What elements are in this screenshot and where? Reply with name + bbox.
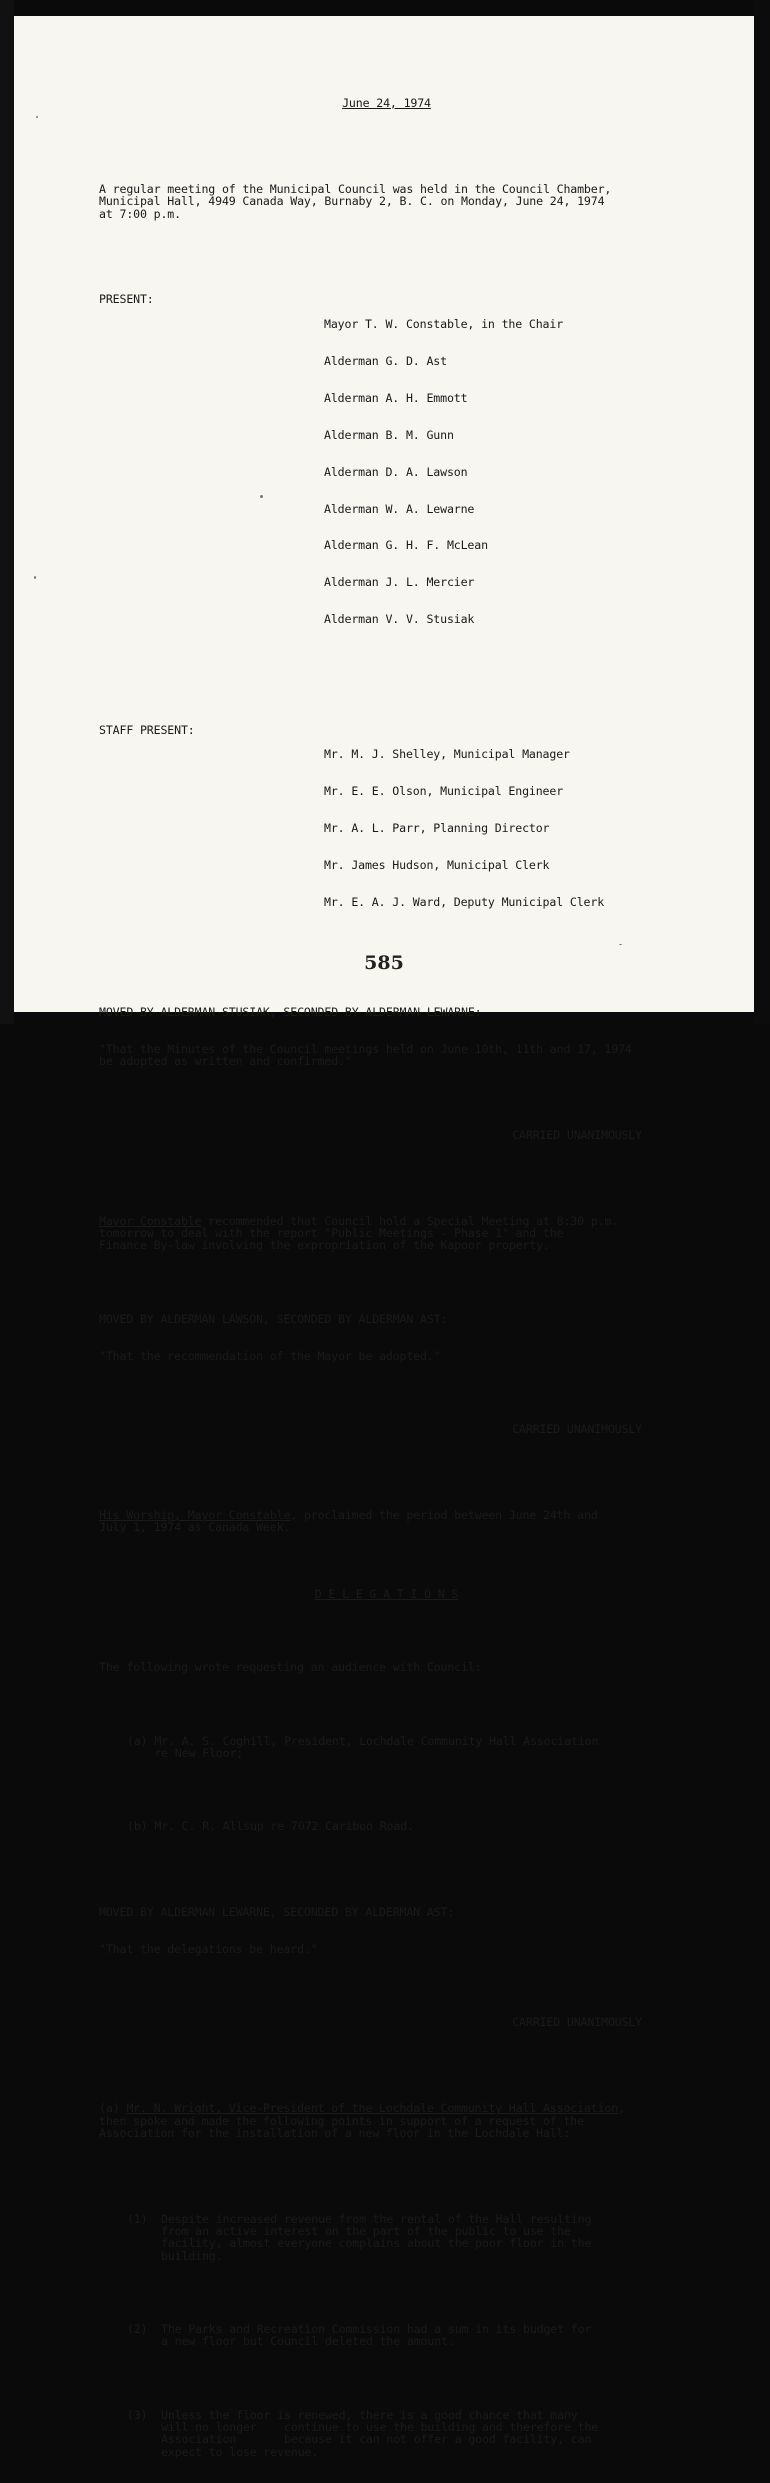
point-number: (2) [127,2321,148,2336]
staff-member: Mr. E. A. J. Ward, Deputy Municipal Clerk [324,894,605,909]
scan-edge-left [0,0,14,1024]
mayor-recommendation [99,1215,674,1252]
scan-speck [34,576,36,579]
motion-mover: MOVED BY ALDERMAN STUSIAK, SECONDED BY ALDERMAN LEWARNE: [99,1005,482,1020]
proclamation [99,1509,674,1534]
wright-name: Mr. N. Wright, Vice-President of the Lochdale Community Hall Association [126,2101,619,2116]
staff-member: Mr. James Hudson, Municipal Clerk [324,857,550,872]
motion-text: "That the recommendation of the Mayor be adopted." [99,1348,441,1363]
proclamation-text: , proclaimed the period between June 24th and July 1, 1974 as Canada Week. [99,1507,598,1535]
delegation-item: (a) Mr. A. S. Coghill, President, Lochdale Community Hall Association re New Floor; [127,1733,599,1760]
wright-prefix: (a) [99,2101,127,2116]
motion-result: CARRIED UNANIMOUSLY [512,1127,642,1142]
motion-mover: MOVED BY ALDERMAN LEWARNE, SECONDED BY ALDERMAN AST: [99,1905,455,1920]
staff-member: Mr. M. J. Shelley, Municipal Manager [324,747,570,762]
motion-text: "That the Minutes of the Council meetings held on June 10th, 11th and 17, 1974 be adopted as written and confirmed." [99,1041,632,1069]
delegations-heading [99,1588,674,1600]
point-text: Despite increased revenue from the rental of the Hall resulting from an active interest on the part of the public to use the facility, almost everyone complains about the poor floor in the building. [161,2211,592,2263]
staff-member: Mr. E. E. Olson, Municipal Engineer [324,784,564,799]
scan-speck [260,495,263,498]
present-member: Alderman G. D. Ast [324,353,447,368]
present-label: PRESENT: [99,292,154,307]
point-number: (1) [127,2211,148,2226]
point-number: (3) [127,2407,148,2422]
staff-member: Mr. A. L. Parr, Planning Director [324,820,550,835]
present-member: Alderman W. A. Lewarne [324,501,475,516]
wright-paragraph [99,2102,674,2139]
scan-edge-right [754,0,770,1024]
point-item [99,2213,674,2262]
minutes-body [99,72,674,2483]
motion-result: CARRIED UNANIMOUSLY [512,1421,642,1436]
present-member: Mayor T. W. Constable, in the Chair [324,317,564,332]
wright-text: , then spoke and made the following points in support of a request of the Association for the installation of a new floor in the Lochdale Hall: [99,2101,625,2140]
present-member: Alderman A. H. Emmott [324,390,468,405]
scan-speck [36,116,38,118]
mayor-name: Mayor Constable [99,1213,202,1228]
present-list [324,293,674,650]
staff-list [324,724,674,933]
delegation-item: (b) Mr. C. R. Allsup re 7072 Cariboo Road. [127,1819,414,1834]
motion-result: CARRIED UNANIMOUSLY [512,2015,642,2030]
point-item [99,2323,674,2348]
staff-label: STAFF PRESENT: [99,722,195,737]
document-page [14,16,754,2459]
scan-speck [619,944,622,945]
present-member: Alderman V. V. Stusiak [324,612,475,627]
staff-section [99,724,674,933]
mayor-recommendation-text: recommended that Council hold a Special Meeting at 8:30 p.m. tomorrow to deal with the report "Public Meetings - Phase 1" and the Finance By-law involving the expropriation of the Kapoor property. [99,1213,619,1253]
motion-mover: MOVED BY ALDERMAN LAWSON, SECONDED BY ALDERMAN AST: [99,1311,448,1326]
present-member: Alderman B. M. Gunn [324,427,454,442]
point-item [99,2409,674,2458]
present-member: Alderman G. H. F. McLean [324,538,488,553]
proclamation-name: His Worship, Mayor Constable [99,1507,291,1522]
point-text: The Parks and Recreation Commission had a sum in its budget for a new floor but Council deleted the amount. [161,2321,592,2349]
delegations-heading-text: D E L E G A T I O N S [314,1586,459,1601]
meeting-date [99,97,674,109]
date-text: June 24, 1974 [342,95,431,110]
present-member: Alderman D. A. Lawson [324,464,468,479]
delegations-intro: The following wrote requesting an audience with Council: [99,1660,482,1675]
page-number: 585 [364,952,404,974]
present-section [99,293,674,650]
motion-text: "That the delegations be heard." [99,1941,318,1956]
point-text: Unless the floor is renewed, there is a good chance that many will no longer continue to use the building and therefore the Association because it can not offer a good facility, can expect to lose revenue. [161,2407,599,2459]
intro-paragraph: A regular meeting of the Municipal Council was held in the Council Chamber, Municipal Hall, 4949 Canada Way, Burnaby 2, B. C. on Monday, June 24, 1974 at 7:00 p.m. [99,182,612,221]
present-member: Alderman J. L. Mercier [324,575,475,590]
